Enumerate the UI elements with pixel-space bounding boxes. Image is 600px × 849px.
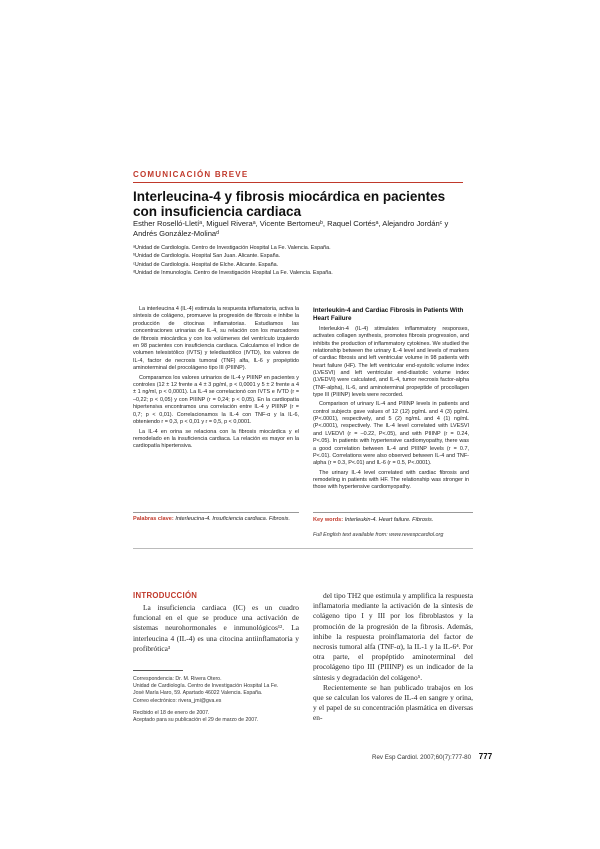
page-footer <box>372 752 492 761</box>
received-date: Recibido el 18 de enero de 2007. <box>133 709 210 716</box>
keywords-en-divider <box>313 512 473 513</box>
abstract-english-title: Interleukin-4 and Cardiac Fibrosis in Patients With Heart Failure <box>313 307 464 323</box>
affiliation-d: ᵈUnidad de Inmunología. Centro de Investigación Hospital La Fe. Valencia. España. <box>133 270 333 277</box>
keywords-en-value: Interleukin-4. Heart failure. Fibrosis. <box>344 517 434 523</box>
correspondence <box>133 676 299 724</box>
introduction-paragraph: Recientemente se han publicado trabajos en los que se calculan los valores de IL-4 en sangre y orina, y el papel de su concentración plasmática en diversas en- <box>313 682 473 723</box>
article-title: Interleucina-4 y fibrosis miocárdica en pacientes con insuficiencia cardiaca <box>133 189 446 219</box>
introduction-paragraph: La insuficiencia cardiaca (IC) es un cuadro funcional en el que se produce una activación de sistemas neurohormonales e inmunológicos¹². La interleucina 4 (IL-4) es una citocina antiinflamatoria y profibrótica³ <box>133 603 299 653</box>
correspondence-line: Correspondencia: Dr. M. Rivera Otero. <box>133 676 222 682</box>
authors: Esther Roselló-Lletíᵃ, Miguel Riveraᵃ, Vicente Bertomeuᵇ, Raquel Cortésᵃ, Alejandro Jordánᶜ y Andrés González-Molinaᵈ <box>133 219 449 238</box>
accepted-date: Aceptado para su publicación el 29 de marzo de 2007. <box>133 717 259 724</box>
journal-citation: Rev Esp Cardiol. 2007;60(7):777-80 <box>372 754 472 761</box>
introduction-paragraph: del tipo TH2 que estimula y amplifica la respuesta inflamatoria mediante la activación de la síntesis de colágeno tipo I y III por los fibroblastos y la promoción de la progresión de la fibrosis. Además, inhibe la respuesta proinflamatoria del factor de necrosis tumoral alfa (TNF-α), la IL-1 y la IL-6⁴. Por otra parte, el propéptido aminoterminal del procolágeno tipo III (PIIINP) es un indicador de la síntesis y degradación del colágeno⁵. <box>313 591 473 682</box>
introduction-left-column <box>133 603 299 654</box>
abstract-es-paragraph: La interleucina 4 (IL-4) estimula la respuesta inflamatoria, activa la síntesis de colágeno, promueve la progresión de fibrosis e inhibe la producción de citocinas inflamatorias. Estudiamos las concentraciones urinarias de IL-4, su relación con los marcadores de fibrosis miocárdica y con los volúmenes del ventrículo izquierdo en 98 pacientes con insuficiencia cardiaca. Calculamos el índice de volumen telesistólico (IVTS) y telediastólico (IVTD), los valores de IL-4, factor de necrosis tumoral (TNF) alfa, IL-6 y propéptido aminoterminal del procolágeno tipo III (PIIINP). <box>133 306 299 372</box>
abstract-bottom-divider <box>133 548 473 549</box>
abstract-en-paragraph: The urinary IL-4 level correlated with cardiac fibrosis and remodeling in patients with HF. The relationship was stronger in those with hypertensive cardiomyopathy. <box>313 469 469 491</box>
section-tag: COMUNICACIÓN BREVE <box>133 170 249 179</box>
correspondence-line: José María Haro, 59. Apartado 46022 Valencia. España. <box>133 690 263 697</box>
keywords-es-label: Palabras clave: <box>133 516 174 522</box>
keywords-es-divider <box>133 512 299 513</box>
affiliations <box>133 244 463 278</box>
footnote-divider <box>133 670 183 671</box>
keywords-en-label: Key words: <box>313 517 344 523</box>
introduction-heading: INTRODUCCIÓN <box>133 591 198 600</box>
section-divider <box>133 182 463 183</box>
keywords-spanish <box>133 516 299 524</box>
keywords-english <box>313 517 469 525</box>
abstract-es-paragraph: Comparamos los valores urinarios de IL-4 y PIIINP en pacientes y controles (12 ± 12 frente a 4 ± 3 pg/ml, p < 0,0001 y 5 ± 2 frente a 4 ± 1 ng/ml, p < 0,0001). La IL-4 se correlacionó con IVTS e IVTD (r = –0,22; p < 0,05) y con PIIINP (r = 0,24; p < 0,05). En la cardiopatía hipertensiva encontramos una correlación entre IL-4 y PIIINP (r = 0,7; p < 0,01). Correlacionamos la IL-4 con TNF-α y la IL-6, obteniendo r = 0,3, p < 0,01 y r = 0,5, p < 0,0001. <box>133 374 299 426</box>
abstract-spanish <box>133 306 299 453</box>
abstract-english <box>313 326 469 494</box>
keywords-es-value: Interleucina-4. Insuficiencia cardiaca. Fibrosis. <box>175 516 291 522</box>
page-number: 777 <box>478 752 493 761</box>
abstract-en-paragraph: Interleukin-4 (IL-4) stimulates inflammatory responses, activates collagen synthesis, promotes fibrosis progression, and inhibits the production of inflammatory cytokines. We studied the relationship between the urinary IL-4 level and levels of markers of cardiac fibrosis and left ventricular volume in 98 patients with heart failure (HF). The left ventricular end-systolic volume index (LVESVI) and left ventricular end-diastolic volume index (LVEDVI) were calculated, and IL-4, tumor necrosis factor-alpha (TNF-alpha), IL-6, and aminoterminal propeptide of procollagen type III (PIIINP) levels were recorded. <box>313 326 469 399</box>
affiliation-c: ᶜUnidad de Cardiología. Hospital de Elche. Alicante. España. <box>133 261 279 268</box>
correspondence-email: Correo electrónico: rivera_jmi@gva.es <box>133 697 222 704</box>
correspondence-line: Unidad de Cardiología. Centro de Investigación Hospital La Fe. <box>133 683 279 690</box>
abstract-en-paragraph: Comparison of urinary IL-4 and PIIINP levels in patients and control subjects gave values of 12 (12) pg/mL and 4 (3) pg/mL (P<.0001), respectively, and 5 (2) ng/mL and 4 (1) ng/mL (P<.0001), respectively. The IL-4 level correlated with LVESVI and LVEDVI (r = –0.22, P<.05), and with PIIINP (r = 0.24, P<.05). In patients with hypertensive cardiomyopathy, there was a good correlation between IL-4 and PIIINP levels (r = 0.7, P<.01). Correlations were also observed between IL-4 and TNF-alpha (r = 0.3, P<.01) and IL-6 (r = 0.5, P<.0001). <box>313 401 469 467</box>
introduction-right-column <box>313 591 473 724</box>
abstract-es-paragraph: La IL-4 en orina se relaciona con la fibrosis miocárdica y el remodelado en la insuficiencia cardiaca. La relación es mayor en la cardiopatía hipertensiva. <box>133 428 299 450</box>
affiliation-b: ᵇUnidad de Cardiología. Hospital San Juan. Alicante. España. <box>133 253 281 260</box>
fulltext-link[interactable]: Full English text available from: www.revespcardiol.org <box>313 532 444 538</box>
affiliation-a: ᵃUnidad de Cardiología. Centro de Investigación Hospital La Fe. Valencia. España. <box>133 245 331 251</box>
